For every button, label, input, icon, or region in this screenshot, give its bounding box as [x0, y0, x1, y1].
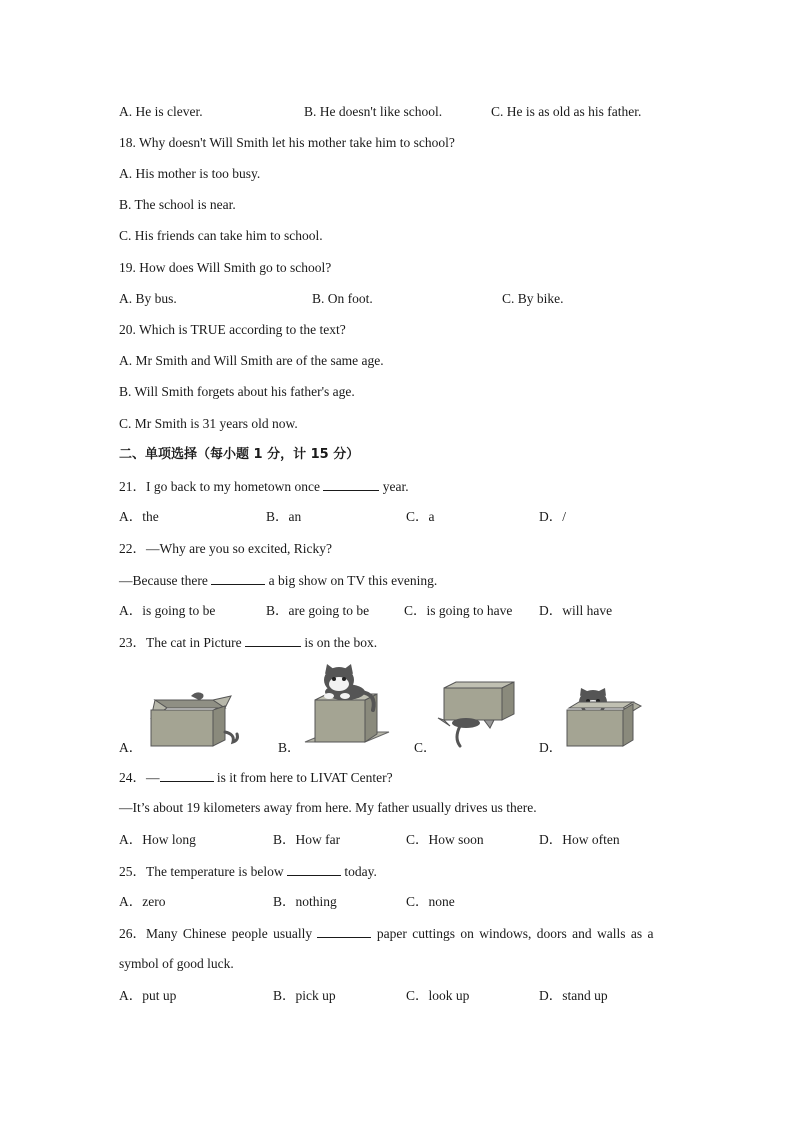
- q19-question: 19. How does Will Smith go to school?: [119, 260, 332, 275]
- q22-option-b: B．are going to be: [266, 603, 370, 618]
- q24-text-after: is it from here to LIVAT Center?: [216, 770, 393, 785]
- q23-option-b-label: B．: [278, 740, 301, 755]
- q22-text-before: —Because there: [119, 573, 208, 588]
- q26-option-c: C．look up: [406, 988, 470, 1003]
- q21-option-a: A．the: [119, 509, 159, 524]
- q23-option-c-label: C．: [414, 740, 437, 755]
- section-heading: 二、单项选择（每小题 1 分，计 15 分）: [119, 447, 360, 462]
- q21-option-b: B．an: [266, 509, 302, 524]
- q20-option-b: B. Will Smith forgets about his father's age.: [119, 384, 355, 399]
- box-cat-under-illustration: [436, 680, 520, 750]
- q25-option-b: B．nothing: [273, 894, 337, 909]
- q26-question: [119, 924, 675, 943]
- q17-option-b: B. He doesn't like school.: [304, 104, 443, 119]
- q21-blank: [323, 477, 379, 491]
- q25-blank: [287, 862, 341, 876]
- q20-option-a: A. Mr Smith and Will Smith are of the same age.: [119, 353, 384, 368]
- q23-question: [119, 633, 377, 652]
- q22-option-c: C．is going to have: [404, 603, 513, 618]
- box-cat-on-top-illustration: [303, 664, 393, 750]
- q22-blank: [211, 571, 265, 585]
- q24-option-b: B．How far: [273, 832, 341, 847]
- q23-option-a-label: A．: [119, 740, 143, 755]
- q19-option-a: A. By bus.: [119, 291, 177, 306]
- q18-option-b: B. The school is near.: [119, 197, 236, 212]
- q18-option-a: A. His mother is too busy.: [119, 166, 261, 181]
- q24-option-a: A．How long: [119, 832, 196, 847]
- q17-option-c: C. He is as old as his father.: [491, 104, 642, 119]
- q26-option-d: D．stand up: [539, 988, 608, 1003]
- q23-option-d-label: D．: [539, 740, 563, 755]
- q24-text-before: 24．—: [119, 770, 160, 785]
- box-cat-peeking-illustration: [563, 688, 647, 750]
- q21-text-after: year.: [382, 479, 409, 494]
- q24-answer: —It’s about 19 kilometers away from here. My father usually drives us there.: [119, 800, 537, 815]
- q26-question-line2: symbol of good luck.: [119, 956, 234, 971]
- q26-option-b: B．pick up: [273, 988, 336, 1003]
- q22-question: 22．—Why are you so excited, Ricky?: [119, 541, 332, 556]
- q19-option-c: C. By bike.: [502, 291, 564, 306]
- q18-option-c: C. His friends can take him to school.: [119, 228, 323, 243]
- q20-option-c: C. Mr Smith is 31 years old now.: [119, 416, 298, 431]
- q23-text-after: is on the box.: [304, 635, 378, 650]
- q18-question: 18. Why doesn't Will Smith let his mother take him to school?: [119, 135, 455, 150]
- q25-question: [119, 862, 377, 881]
- q25-option-c: C．none: [406, 894, 455, 909]
- q26-option-a: A．put up: [119, 988, 177, 1003]
- q24-blank: [160, 768, 214, 782]
- q23-text-before: 23．The cat in Picture: [119, 635, 242, 650]
- q24-option-d: D．How often: [539, 832, 620, 847]
- q26-blank: [317, 924, 371, 938]
- q25-option-a: A．zero: [119, 894, 166, 909]
- q23-blank: [245, 633, 301, 647]
- q24-option-c: C．How soon: [406, 832, 484, 847]
- q25-text-after: today.: [344, 864, 377, 879]
- q21-option-c: C．a: [406, 509, 435, 524]
- q21-option-d: D．/: [539, 509, 566, 524]
- q21-question: [119, 477, 409, 496]
- q22-answer: [119, 571, 437, 590]
- q26-text-before: 26．Many Chinese people usually: [119, 926, 313, 941]
- q22-text-after: a big show on TV this evening.: [268, 573, 438, 588]
- q25-text-before: 25．The temperature is below: [119, 864, 284, 879]
- q22-option-d: D．will have: [539, 603, 613, 618]
- q20-question: 20. Which is TRUE according to the text?: [119, 322, 346, 337]
- q26-text-after: paper cuttings on windows, doors and walls as a: [376, 926, 654, 941]
- q19-option-b: B. On foot.: [312, 291, 373, 306]
- q24-question: [119, 768, 393, 787]
- q17-option-a: A. He is clever.: [119, 104, 203, 119]
- box-cat-inside-illustration: [143, 688, 243, 750]
- q22-option-a: A．is going to be: [119, 603, 216, 618]
- q21-text-before: 21．I go back to my hometown once: [119, 479, 320, 494]
